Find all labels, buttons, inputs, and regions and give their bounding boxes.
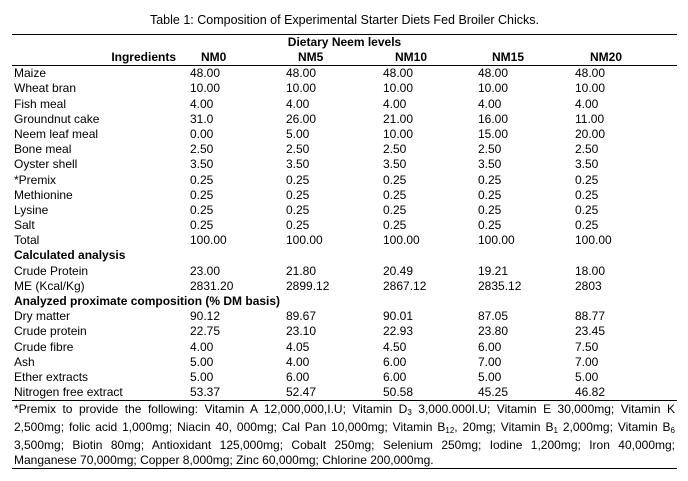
table-cell: 90.12 [190,309,221,324]
table-cell: 2899.12 [286,278,330,293]
table-cell: 0.25 [478,202,502,217]
table-cell: 48.00 [383,66,414,81]
row-label: Total [14,233,40,248]
nm10-column-header: NM10 [395,50,428,64]
table-cell: 23.10 [286,324,317,339]
analyzed-section [12,309,677,400]
table-cell: 3.50 [190,157,214,172]
table-cell: 31.0 [190,111,214,126]
table-cell: 100.00 [190,233,227,248]
row-label: Methionine [14,187,73,202]
dietary-neem-levels-heading: Dietary Neem levels [287,35,402,49]
composition-table [12,0,677,469]
table-cell: 10.00 [575,81,606,96]
table-cell: 19.21 [478,263,509,278]
row-label: Bone meal [14,142,72,157]
table-row [12,340,677,355]
row-label: Salt [14,218,35,233]
table-cell: 0.25 [478,218,502,233]
table-cell: 20.49 [383,263,414,278]
table-cell: 46.82 [575,385,606,400]
table-cell: 5.00 [286,126,310,141]
table-cell: 0.25 [383,202,407,217]
table-cell: 0.25 [286,218,310,233]
group-header-row [12,35,677,50]
footnote-text-part: 3,000.000I.U; Vitamin E 30,000mg; Vitamin K 2,500mg; folic acid 1,000mg; Niacin 40, 000mg; Cal Pan 10,000mg; Vitamin B [14,402,675,435]
table-row [12,188,677,203]
table-cell: 50.58 [383,385,414,400]
table-cell: 21.80 [286,263,317,278]
table-cell: 15.00 [478,126,509,141]
table-cell: 0.25 [478,172,502,187]
table-row [12,324,677,339]
table-cell: 4.00 [478,96,502,111]
calculated-section [12,264,677,294]
table-cell: 7.50 [575,339,599,354]
table-cell: 48.00 [478,66,509,81]
footnote-text-part: 2,000mg; Vitamin B [557,420,671,435]
table-cell: 0.25 [286,202,310,217]
table-cell: 11.00 [575,111,605,126]
footnote-subscript: 3 [407,408,412,418]
table-row [12,127,677,142]
row-label: Oyster shell [14,157,78,172]
table-cell: 0.25 [575,172,599,187]
table-cell: 48.00 [286,66,317,81]
table-row [12,385,677,400]
nm15-column-header: NM15 [492,50,525,64]
table-cell: 0.25 [190,218,214,233]
table-cell: 0.25 [383,218,407,233]
table-cell: 5.00 [190,369,214,384]
ingredients-section [12,66,677,248]
table-cell: 0.25 [383,187,407,202]
table-cell: 0.00 [190,126,214,141]
row-label: Fish meal [14,96,67,111]
table-row [12,309,677,324]
table-row [12,66,677,81]
table-cell: 4.00 [383,96,407,111]
table-cell: 2867.12 [383,278,427,293]
table-cell: 90.01 [383,309,414,324]
table-row [12,97,677,112]
table-cell: 7.00 [575,354,599,369]
table-row [12,157,677,172]
table-cell: 100.00 [286,233,323,248]
table-cell: 4.00 [286,96,310,111]
table-cell: 3.50 [478,157,502,172]
table-cell: 5.00 [478,369,502,384]
table-cell: 6.00 [383,369,407,384]
table-cell: 48.00 [190,66,221,81]
table-cell: 16.00 [478,111,509,126]
nm0-column-header: NM0 [201,50,227,64]
table-cell: 0.25 [575,187,599,202]
table-cell: 100.00 [478,233,515,248]
table-cell: 4.05 [286,339,310,354]
table-row [12,355,677,370]
table-cell: 6.00 [286,369,310,384]
table-cell: 89.67 [286,309,317,324]
table-row [12,142,677,157]
table-cell: 4.00 [190,339,214,354]
table-cell: 23.45 [575,324,606,339]
table-cell: 2831.20 [190,278,234,293]
table-row [12,370,677,385]
table-cell: 48.00 [575,66,606,81]
table-cell: 0.25 [286,172,310,187]
footnote-subscript: 6 [670,426,675,436]
row-label: Maize [14,66,47,81]
table-cell: 18.00 [575,263,606,278]
ingredients-column-header: Ingredients [111,50,176,64]
nm5-column-header: NM5 [298,50,324,64]
nm20-column-header: NM20 [590,50,623,64]
table-cell: 45.25 [478,385,509,400]
table-cell: 10.00 [478,81,509,96]
table-cell: 87.05 [478,309,509,324]
table-cell: 4.50 [383,339,407,354]
table-cell: 2835.12 [478,278,522,293]
row-label: Neem leaf meal [14,126,99,141]
row-label: Crude fibre [14,339,74,354]
table-row [12,218,677,233]
table-cell: 22.93 [383,324,414,339]
table-cell: 2.50 [575,142,599,157]
table-cell: 100.00 [383,233,420,248]
table-cell: 0.25 [478,187,502,202]
row-label: Ether extracts [14,369,89,384]
table-cell: 2.50 [478,142,502,157]
table-cell: 0.25 [575,202,599,217]
table-row [12,279,677,294]
table-cell: 10.00 [383,126,414,141]
table-cell: 6.00 [383,354,407,369]
row-label: Ash [14,354,35,369]
table-cell: 5.00 [575,369,599,384]
table-cell: 0.25 [190,202,214,217]
row-label: Wheat bran [14,81,77,96]
row-label: Crude Protein [14,263,89,278]
table-cell: 4.00 [575,96,599,111]
table-cell: 20.00 [575,126,606,141]
row-label: Crude protein [14,324,87,339]
table-cell: 100.00 [575,233,612,248]
row-label: *Premix [14,172,57,187]
table-cell: 23.00 [190,263,221,278]
footnote-subscript: 12 [445,426,455,436]
calculated-analysis-heading: Calculated analysis [14,248,126,263]
table-cell: 2.50 [190,142,214,157]
footnote-text-part: 3,500mg; Biotin 80mg; Antioxidant 125,000mg; Cobalt 250mg; Selenium 250mg; Iodine 1,200mg; Iron 40,000mg; Manganese 70,000mg; Copper 8,000mg; Zinc 60,000mg; Chlorine 200,000mg. [14,438,675,468]
analyzed-composition-heading: Analyzed proximate composition (% DM basis) [14,294,281,308]
footnote-text-part: , 20mg; Vitamin B [454,420,554,435]
table-cell: 0.25 [286,187,310,202]
table-cell: 10.00 [190,81,221,96]
row-label: Lysine [14,202,49,217]
table-cell: 3.50 [383,157,407,172]
row-label: Nitrogen free extract [14,385,123,400]
table-row [12,112,677,127]
table-cell: 0.25 [190,187,214,202]
table-cell: 3.50 [575,157,599,172]
table-cell: 6.00 [478,339,502,354]
table-cell: 22.75 [190,324,221,339]
table-cell: 52.47 [286,385,317,400]
footnote-subscript: 1 [553,426,558,436]
table-row [12,81,677,96]
table-cell: 2.50 [286,142,310,157]
table-cell: 88.77 [575,309,606,324]
row-label: ME (Kcal/Kg) [14,278,85,293]
table-cell: 26.00 [286,111,317,126]
table-row [12,233,677,248]
table-caption: Table 1: Composition of Experimental Starter Diets Fed Broiler Chicks. [149,13,540,27]
table-cell: 0.25 [190,172,214,187]
table-cell: 10.00 [383,81,414,96]
analyzed-composition-heading-row [12,294,677,309]
table-row [12,264,677,279]
table-row [12,173,677,188]
table-cell: 10.00 [286,81,317,96]
table-cell: 21.00 [383,111,414,126]
column-header-row [12,50,677,65]
calculated-analysis-heading-row [12,248,677,263]
table-cell: 3.50 [286,157,310,172]
table-cell: 2.50 [383,142,407,157]
premix-footnote [12,401,677,468]
table-cell: 23.80 [478,324,509,339]
table-cell: 4.00 [286,354,310,369]
row-label: Dry matter [14,309,71,324]
bottom-rule [12,468,677,469]
table-cell: 0.25 [383,172,407,187]
table-cell: 4.00 [190,96,214,111]
row-label: Groundnut cake [14,111,100,126]
table-cell: 53.37 [190,385,221,400]
table-cell: 0.25 [575,218,599,233]
table-cell: 2803 [575,278,602,293]
table-row [12,203,677,218]
table-cell: 7.00 [478,354,502,369]
footnote-text-part: *Premix to provide the following: Vitamin A 12,000,000,I.U; Vitamin D [14,402,408,417]
table-cell: 5.00 [190,354,214,369]
